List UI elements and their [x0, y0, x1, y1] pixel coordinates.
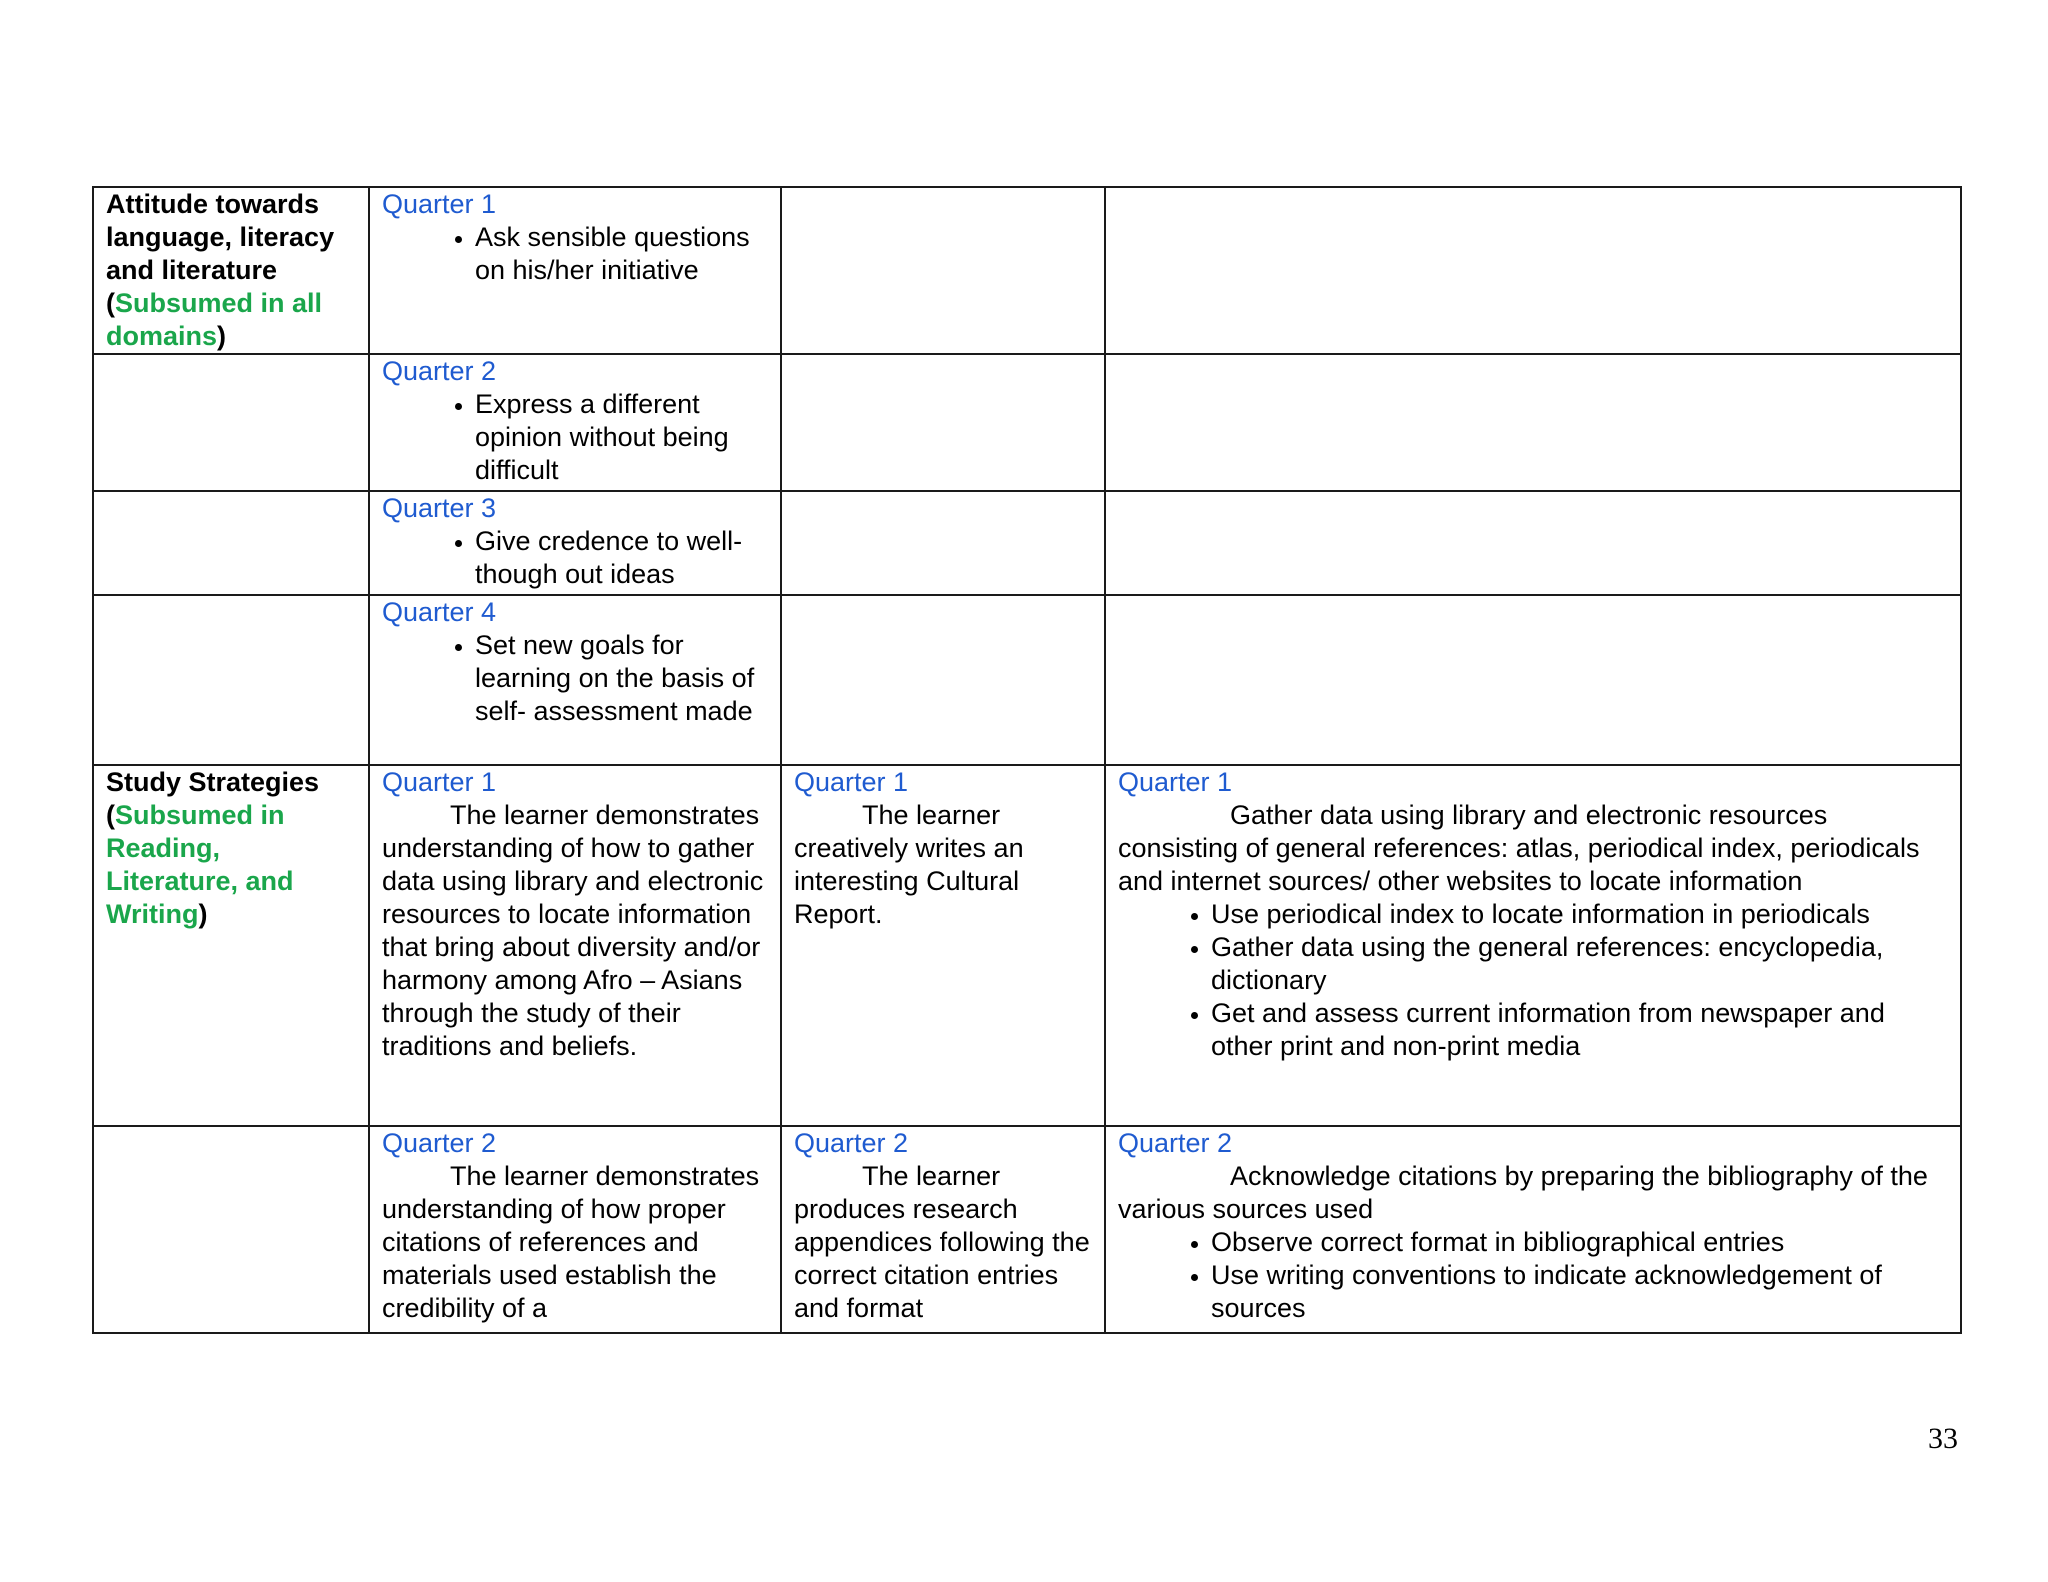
- quarter-label: Quarter 1: [382, 767, 497, 797]
- content-standard-text: The learner demonstrates understanding of how proper citations of references and materials used establish the credibility of a: [382, 1161, 760, 1323]
- performance-standard-cell: [781, 187, 1105, 354]
- table-row: [93, 187, 1961, 354]
- learning-competency-cell: [1105, 187, 1961, 354]
- domain-cell: [93, 187, 369, 354]
- subsumed-note: Subsumed in all domains: [106, 288, 323, 351]
- learning-competency-cell: [1105, 1126, 1961, 1333]
- quarter-label: Quarter 3: [382, 493, 497, 523]
- content-standard-cell: [369, 765, 781, 1126]
- content-standard-cell: [369, 491, 781, 595]
- performance-standard-cell: [781, 491, 1105, 595]
- list-item-text: Express a different opinion without being difficult: [475, 389, 729, 485]
- list-item: • Observe correct format in bibliographical entries: [1211, 1226, 1948, 1259]
- paren-close: ): [198, 899, 208, 929]
- content-standard-cell: [369, 1126, 781, 1333]
- bullet-list: [382, 388, 768, 487]
- list-item: [475, 525, 768, 591]
- page-number: 33: [1928, 1422, 1958, 1455]
- quarter-label: Quarter 2: [1118, 1128, 1233, 1158]
- content-standard-cell: [369, 595, 781, 765]
- table-row: [93, 354, 1961, 491]
- table-row: [93, 491, 1961, 595]
- bullet-list: [382, 221, 768, 287]
- quarter-label: Quarter 2: [382, 1128, 497, 1158]
- performance-standard-cell: [781, 1126, 1105, 1333]
- content-standard-cell: [369, 187, 781, 354]
- competency-text: Gather data using library and electronic resources consisting of general references: atlas, periodical index, periodicals and internet sources/ other websites to locate information: [1118, 800, 1920, 896]
- paren-close: ): [217, 321, 227, 351]
- list-item: [475, 388, 768, 487]
- domain-cell: [93, 491, 369, 595]
- list-item: • Use periodical index to locate information in periodicals: [1211, 898, 1948, 931]
- performance-standard-cell: [781, 765, 1105, 1126]
- learning-competency-cell: [1105, 491, 1961, 595]
- table-row: [93, 1126, 1961, 1333]
- domain-title: Attitude towards language, literacy and literature: [106, 189, 335, 285]
- performance-standard-text: The learner creatively writes an interesting Cultural Report.: [794, 800, 1024, 929]
- list-item: • Ask sensible questions on his/her initiative: [475, 221, 768, 287]
- performance-standard-cell: [781, 354, 1105, 491]
- competency-text: Acknowledge citations by preparing the bibliography of the various sources used: [1118, 1161, 1928, 1224]
- domain-title: Study Strategies: [106, 767, 320, 797]
- performance-standard-cell: [781, 595, 1105, 765]
- learning-competency-cell: [1105, 765, 1961, 1126]
- learning-competency-cell: [1105, 354, 1961, 491]
- domain-cell: [93, 1126, 369, 1333]
- domain-cell: [93, 354, 369, 491]
- learning-competency-cell: [1105, 595, 1961, 765]
- table-row: [93, 765, 1961, 1126]
- content-standard-text: The learner demonstrates understanding of how to gather data using library and electronic resources to locate information that bring about diversity and/or harmony among Afro – Asians through the study of their traditions and beliefs.: [382, 800, 764, 1061]
- quarter-label: Quarter 1: [1118, 767, 1233, 797]
- bullet-list: [1118, 898, 1948, 1063]
- list-item: • Gather data using the general references: encyclopedia, dictionary: [1211, 931, 1948, 997]
- quarter-label: Quarter 1: [794, 767, 909, 797]
- table-row: [93, 595, 1961, 765]
- list-item: • Set new goals for learning on the basis of self- assessment made: [475, 629, 768, 728]
- quarter-label: Quarter 4: [382, 597, 497, 627]
- paren-open: (: [106, 800, 115, 830]
- list-item: • Use writing conventions to indicate acknowledgement of sources: [1211, 1259, 1948, 1325]
- subsumed-note: Subsumed in Reading, Literature, and Writing: [106, 800, 294, 929]
- bullet-list: [382, 629, 768, 728]
- list-item: • Get and assess current information from newspaper and other print and non-print media: [1211, 997, 1948, 1063]
- curriculum-table: [92, 186, 1962, 1334]
- bullet-list: [382, 525, 768, 591]
- list-item-text: Give credence to well-though out ideas: [475, 526, 743, 589]
- bullet-list: [1118, 1226, 1948, 1325]
- quarter-label: Quarter 2: [382, 356, 497, 386]
- paren-open: (: [106, 288, 115, 318]
- performance-standard-text: The learner produces research appendices following the correct citation entries and format: [794, 1161, 1090, 1323]
- domain-cell: [93, 595, 369, 765]
- content-standard-cell: [369, 354, 781, 491]
- quarter-label: Quarter 2: [794, 1128, 909, 1158]
- quarter-label: Quarter 1: [382, 189, 497, 219]
- domain-cell: [93, 765, 369, 1126]
